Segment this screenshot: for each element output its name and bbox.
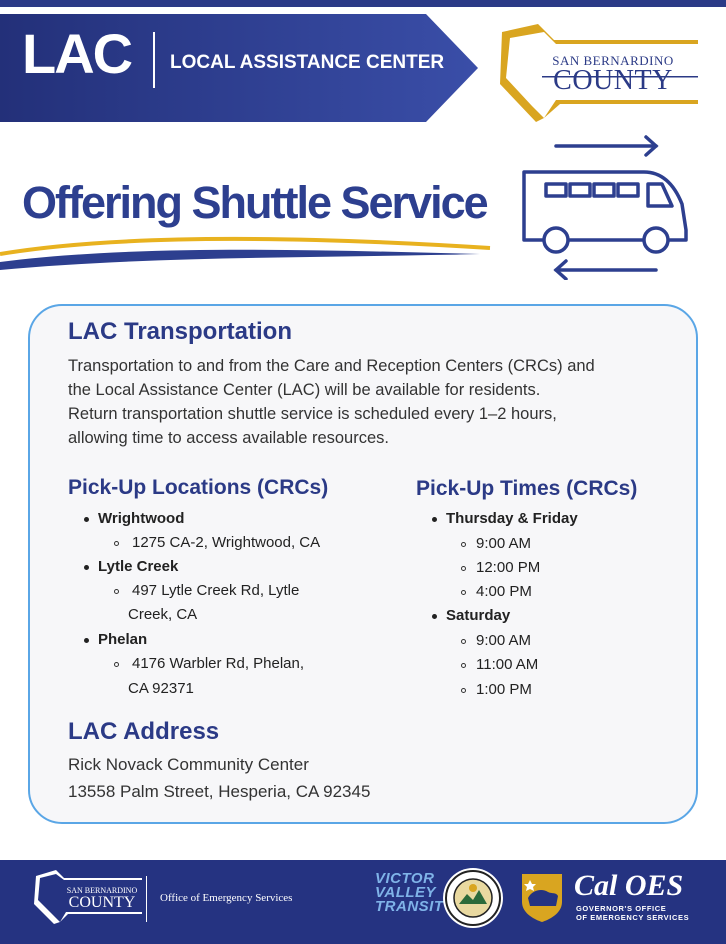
description-line: allowing time to access available resources. xyxy=(68,429,389,447)
vvt-line: VALLEY xyxy=(375,884,437,901)
arrow-left-icon xyxy=(556,261,656,279)
footer-county-name: COUNTY xyxy=(68,894,136,911)
caloes-subtitle xyxy=(576,904,689,922)
sub-bullet-icon xyxy=(461,639,466,644)
transportation-description xyxy=(68,354,668,450)
lac-address-heading: LAC Address xyxy=(68,718,220,745)
location-address: CA 92371 xyxy=(128,680,194,697)
bus-icon xyxy=(524,172,686,252)
location-address: 1275 CA-2, Wrightwood, CA xyxy=(132,534,321,551)
sub-bullet-icon xyxy=(461,590,466,595)
bullet-icon xyxy=(432,517,437,522)
location-address: 497 Lytle Creek Rd, Lytle xyxy=(132,582,300,599)
vvt-line: TRANSIT xyxy=(375,898,444,915)
sub-bullet-icon xyxy=(114,662,119,667)
bullet-icon xyxy=(84,517,89,522)
pickup-time: 4:00 PM xyxy=(476,583,532,600)
county-logo-name: COUNTY xyxy=(553,65,673,96)
caloes-sub-line: GOVERNOR'S OFFICE xyxy=(576,904,667,913)
sub-bullet-icon xyxy=(461,688,466,693)
pickup-time: 12:00 PM xyxy=(476,559,541,576)
footer-county-top-text: SAN BERNARDINO xyxy=(66,886,138,895)
top-accent-strip xyxy=(0,0,726,7)
pickup-time: 9:00 AM xyxy=(476,535,532,552)
pickup-locations-heading: Pick-Up Locations (CRCs) xyxy=(68,476,329,499)
footer-office-name: Office of Emergency Services xyxy=(160,892,293,904)
location-name: Lytle Creek xyxy=(98,558,179,575)
pickup-time: 1:00 PM xyxy=(476,681,532,698)
location-address: Creek, CA xyxy=(128,606,198,623)
time-group-days: Thursday & Friday xyxy=(446,510,578,527)
decorative-swoosh xyxy=(0,232,500,272)
footer-divider xyxy=(146,876,147,922)
sub-bullet-icon xyxy=(114,541,119,546)
description-line: the Local Assistance Center (LAC) will be available for residents. xyxy=(68,381,541,399)
pickup-time: 9:00 AM xyxy=(476,632,532,649)
bullet-icon xyxy=(84,565,89,570)
caloes-name: Cal OES xyxy=(574,869,684,902)
transportation-heading: LAC Transportation xyxy=(68,318,293,345)
county-seal-icon xyxy=(441,866,505,930)
sub-bullet-icon xyxy=(461,566,466,571)
location-name: Phelan xyxy=(98,631,148,648)
vvt-line: VICTOR xyxy=(375,870,435,887)
lac-abbrev: LAC xyxy=(22,22,132,85)
caloes-sub-line: OF EMERGENCY SERVICES xyxy=(576,913,690,922)
sub-bullet-icon xyxy=(461,663,466,668)
pickup-time: 11:00 AM xyxy=(476,656,539,673)
caloes-badge-icon xyxy=(518,872,566,924)
description-line: Return transportation shuttle service is scheduled every 1–2 hours, xyxy=(68,405,557,423)
lac-full-name: LOCAL ASSISTANCE CENTER xyxy=(170,52,445,73)
address-venue: Rick Novack Community Center xyxy=(68,755,309,774)
arrow-right-icon xyxy=(556,137,656,155)
page-title: Offering Shuttle Service xyxy=(22,177,487,228)
address-street: 13558 Palm Street, Hesperia, CA 92345 xyxy=(68,782,371,801)
description-line: Transportation to and from the Care and Reception Centers (CRCs) and xyxy=(68,357,595,375)
victor-valley-transit-logo xyxy=(375,872,444,914)
time-group-days: Saturday xyxy=(446,607,511,624)
bullet-icon xyxy=(432,614,437,619)
sub-bullet-icon xyxy=(114,589,119,594)
bullet-icon xyxy=(84,638,89,643)
location-address: 4176 Warbler Rd, Phelan, xyxy=(132,655,305,672)
location-name: Wrightwood xyxy=(98,510,185,527)
banner-divider xyxy=(153,32,155,88)
pickup-times-heading: Pick-Up Times (CRCs) xyxy=(416,477,638,500)
bus-illustration xyxy=(516,134,696,280)
sub-bullet-icon xyxy=(461,542,466,547)
county-logo-top-text: SAN BERNARDINO xyxy=(552,53,674,68)
